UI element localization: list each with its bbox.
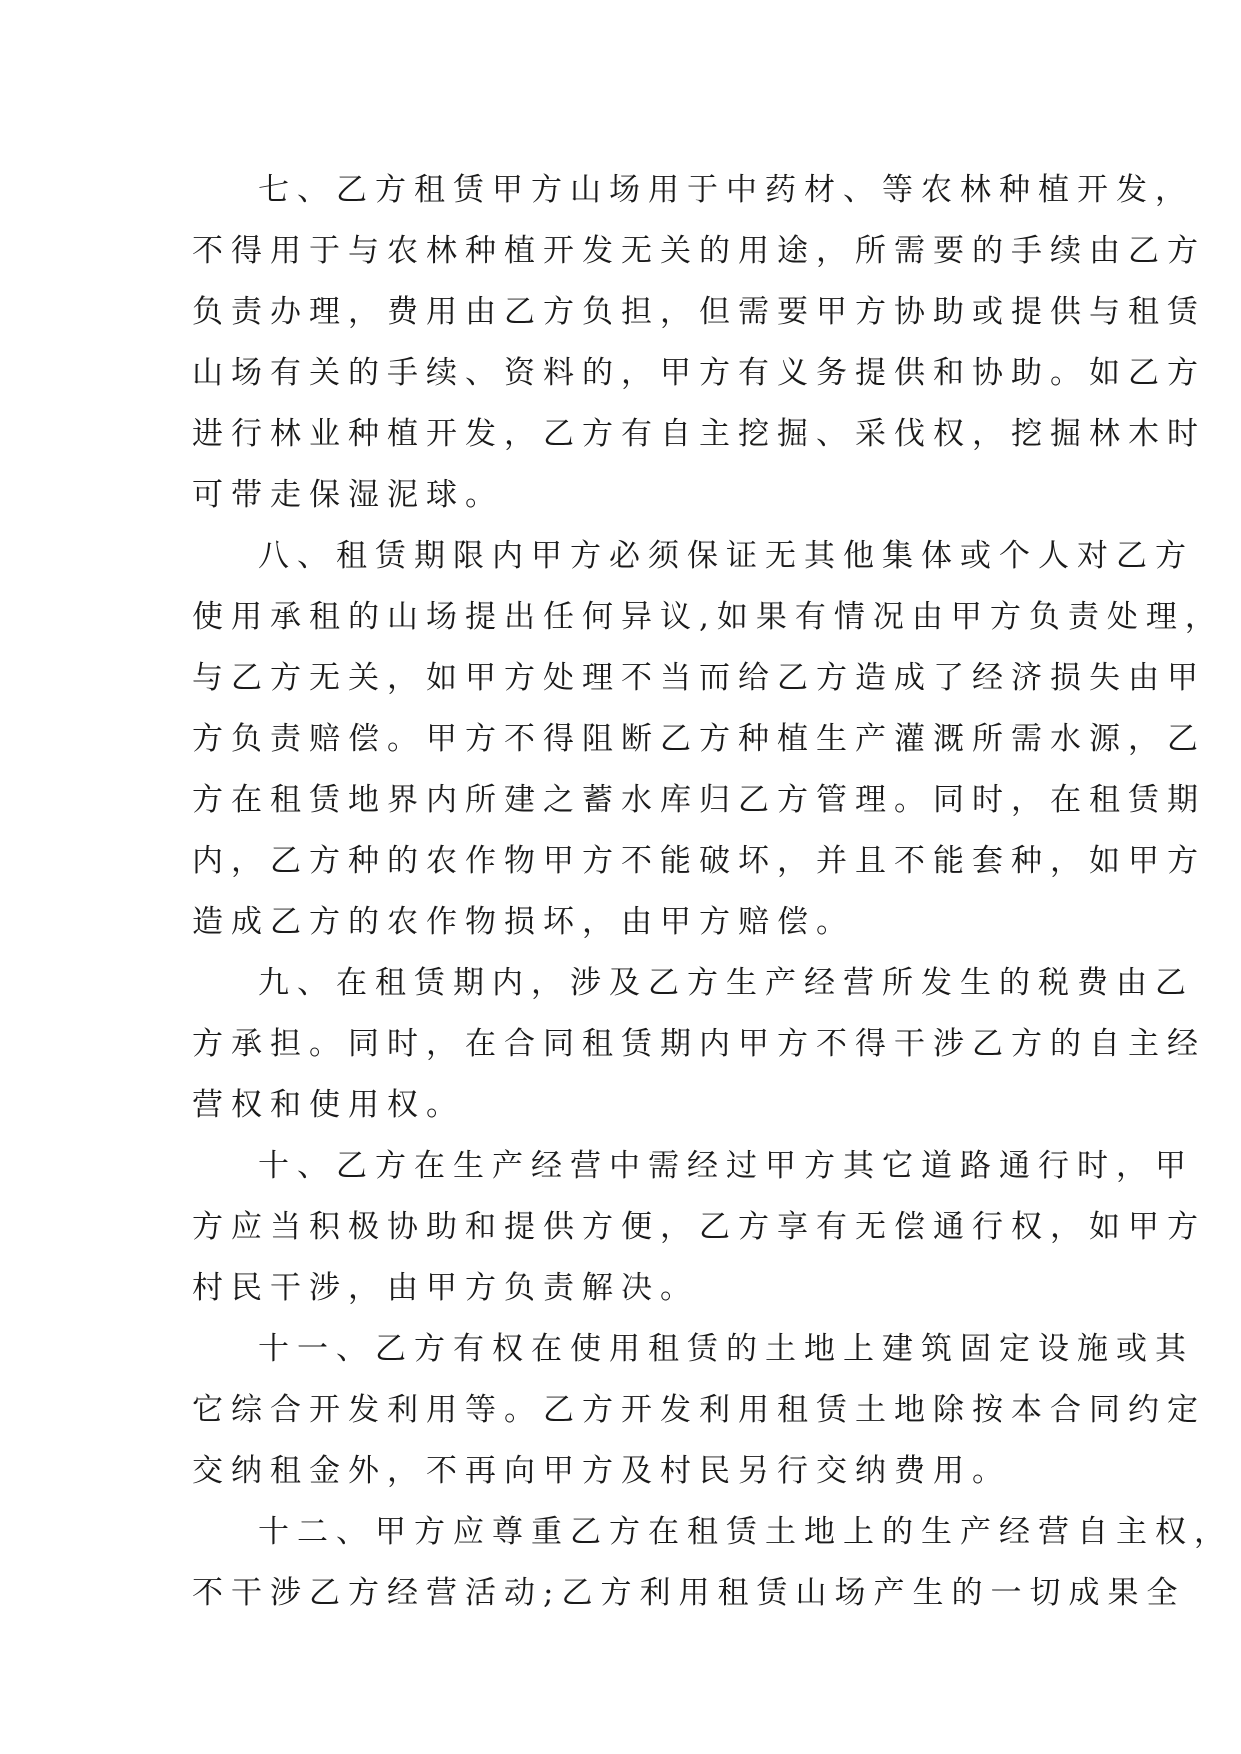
clause-11 xyxy=(192,1319,1206,1502)
text-line: 不得用于与农林种植开发无关的用途，所需要的手续由乙方 xyxy=(192,233,1206,269)
text-line: 内，乙方种的农作物甲方不能破坏，并且不能套种，如甲方 xyxy=(192,843,1206,879)
document-body xyxy=(192,160,1233,1624)
text-line: 与乙方无关，如甲方处理不当而给乙方造成了经济损失由甲 xyxy=(192,660,1206,696)
clause-12 xyxy=(192,1502,1233,1624)
text-line: 方应当积极协助和提供方便，乙方享有无偿通行权，如甲方 xyxy=(192,1209,1206,1245)
text-line: 九、在租赁期内，涉及乙方生产经营所发生的税费由乙 xyxy=(258,965,1194,1001)
text-line: 进行林业种植开发，乙方有自主挖掘、采伐权，挖掘林木时 xyxy=(192,416,1206,452)
text-line: 十一、乙方有权在使用租赁的土地上建筑固定设施或其 xyxy=(258,1331,1194,1367)
text-line: 十、乙方在生产经营中需经过甲方其它道路通行时，甲 xyxy=(258,1148,1194,1184)
text-line: 使用承租的山场提出任何异议,如果有情况由甲方负责处理， xyxy=(192,599,1224,635)
text-line: 它综合开发利用等。乙方开发利用租赁土地除按本合同约定 xyxy=(192,1392,1206,1428)
text-line: 交纳租金外，不再向甲方及村民另行交纳费用。 xyxy=(192,1453,1011,1489)
clause-8 xyxy=(192,526,1224,953)
text-line: 不干涉乙方经营活动;乙方利用租赁山场产生的一切成果全 xyxy=(192,1575,1186,1611)
text-line: 七、乙方租赁甲方山场用于中药材、等农林种植开发， xyxy=(258,172,1194,208)
text-line: 村民干涉，由甲方负责解决。 xyxy=(192,1270,699,1306)
text-line: 山场有关的手续、资料的，甲方有义务提供和协助。如乙方 xyxy=(192,355,1206,391)
clause-10 xyxy=(192,1136,1206,1319)
text-line: 八、租赁期限内甲方必须保证无其他集体或个人对乙方 xyxy=(258,538,1194,574)
text-line: 方负责赔偿。甲方不得阻断乙方种植生产灌溉所需水源，乙 xyxy=(192,721,1206,757)
text-line: 负责办理，费用由乙方负担，但需要甲方协助或提供与租赁 xyxy=(192,294,1206,330)
clause-7 xyxy=(192,160,1206,526)
text-line: 营权和使用权。 xyxy=(192,1087,465,1123)
clause-9 xyxy=(192,953,1206,1136)
text-line: 可带走保湿泥球。 xyxy=(192,477,504,513)
text-line: 十二、甲方应尊重乙方在租赁土地上的生产经营自主权， xyxy=(258,1514,1233,1550)
text-line: 方承担。同时，在合同租赁期内甲方不得干涉乙方的自主经 xyxy=(192,1026,1206,1062)
text-line: 方在租赁地界内所建之蓄水库归乙方管理。同时，在租赁期 xyxy=(192,782,1206,818)
text-line: 造成乙方的农作物损坏，由甲方赔偿。 xyxy=(192,904,855,940)
